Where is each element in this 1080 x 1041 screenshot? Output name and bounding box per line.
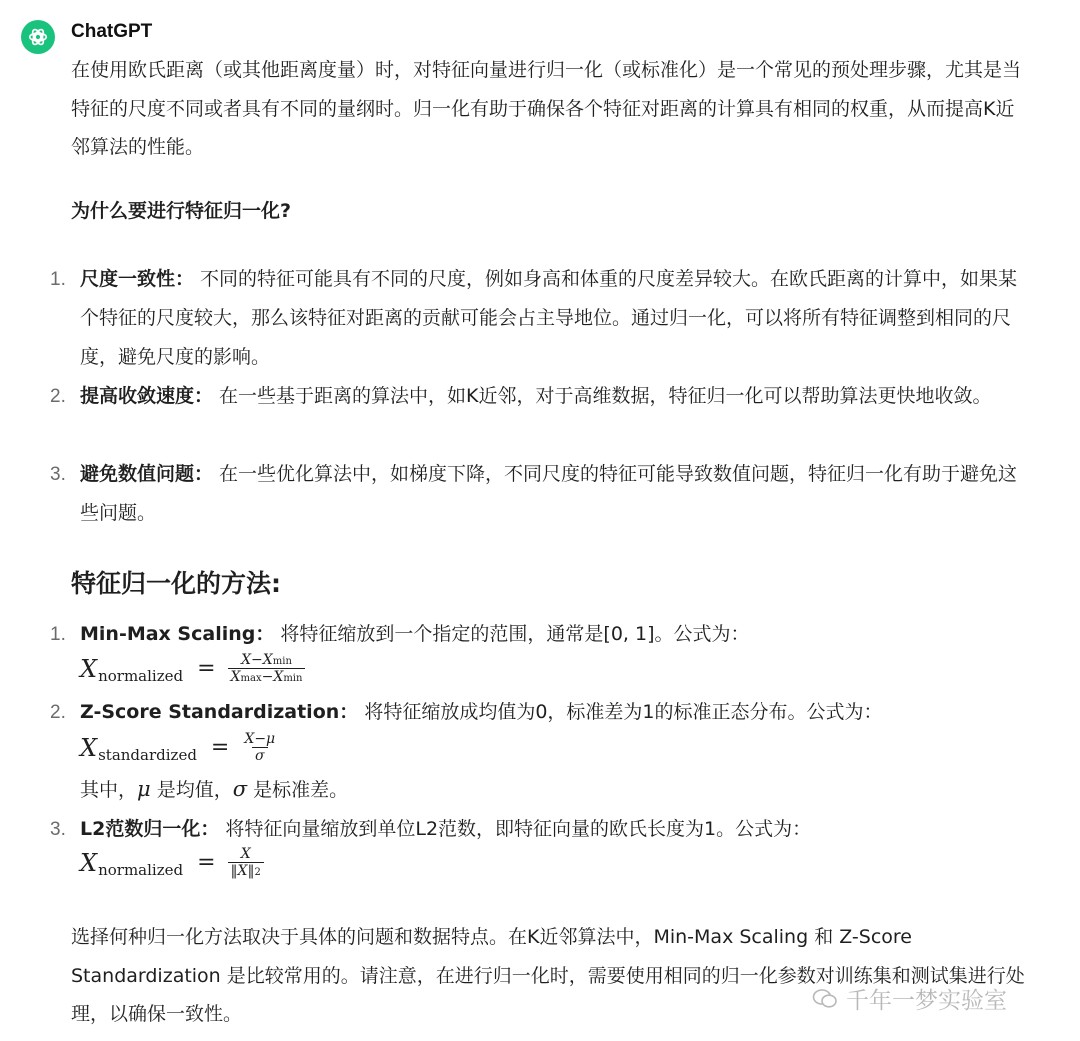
- reason-title: 避免数值问题：: [80, 463, 214, 485]
- list-number: 2.: [50, 386, 66, 407]
- formula-z-score: X standardized = $\frac{X-\mu}{\sigma}$: [80, 731, 276, 764]
- method-title: Min-Max Scaling：: [80, 623, 275, 645]
- conclusion-paragraph: 选择何种归一化方法取决于具体的问题和数据特点。在K近邻算法中，Min-Max Scaling 和 Z-Score Standardization 是比较常用的。请注意，在进行归一化时，需要使用相同的归一化参数对训练集和测试集进行处理，以确保一致性。: [71, 926, 1025, 1025]
- list-number: 3.: [50, 464, 66, 485]
- intro-paragraph: 在使用欧氏距离（或其他距离度量）时，对特征向量进行归一化（或标准化）是一个常见的预处理步骤，尤其是当特征的尺度不同或者具有不同的量纲时。归一化有助于确保各个特征对距离的计算具有相同的权重，从而提高K近邻算法的性能。: [71, 59, 1022, 158]
- method-title: L2范数归一化：: [80, 818, 220, 840]
- list-number: 3.: [50, 819, 66, 840]
- method-text: 将特征缩放到一个指定的范围，通常是[0, 1]。公式为：: [274, 623, 750, 645]
- wechat-icon: [812, 988, 838, 1010]
- openai-logo-icon: [27, 26, 49, 48]
- chatgpt-avatar: [21, 20, 55, 54]
- reason-title: 提高收敛速度：: [80, 385, 214, 407]
- list-number: 1.: [50, 624, 66, 645]
- method-text: 将特征缩放成均值为0，标准差为1的标准正态分布。公式为：: [358, 701, 883, 723]
- watermark: [812, 982, 1007, 1015]
- sender-name: ChatGPT: [71, 21, 153, 42]
- reason-text: 不同的特征可能具有不同的尺度，例如身高和体重的尺度差异较大。在欧氏距离的计算中，如果某个特征的尺度较大，那么该特征对距离的贡献可能会占主导地位。通过归一化，可以将所有特征调整到相同的尺度，避免尺度的影响。: [80, 268, 1018, 368]
- list-number: 1.: [50, 269, 66, 290]
- why-heading: 为什么要进行特征归一化?: [71, 200, 292, 222]
- methods-heading: 特征归一化的方法:: [71, 569, 281, 598]
- reason-text: 在一些优化算法中，如梯度下降，不同尺度的特征可能导致数值问题，特征归一化有助于避免这些问题。: [80, 463, 1018, 524]
- formula-min-max: X normalized = $\frac{X-Xmin}{Xmax-Xmin}$: [80, 652, 305, 685]
- formula-note: 其中，μ 是均值，σ 是标准差。: [80, 777, 349, 801]
- method-title: Z-Score Standardization：: [80, 701, 359, 723]
- watermark-text: 千年一梦实验室: [846, 988, 1007, 1014]
- reason-title: 尺度一致性：: [80, 268, 195, 290]
- method-text: 将特征向量缩放到单位L2范数，即特征向量的欧氏长度为1。公式为：: [219, 818, 812, 840]
- reason-text: 在一些基于距离的算法中，如K近邻，对于高维数据，特征归一化可以帮助算法更快地收敛。: [213, 385, 992, 407]
- list-number: 2.: [50, 702, 66, 723]
- formula-l2-norm: X normalized = $\frac{X}{‖X‖2}$: [80, 846, 264, 879]
